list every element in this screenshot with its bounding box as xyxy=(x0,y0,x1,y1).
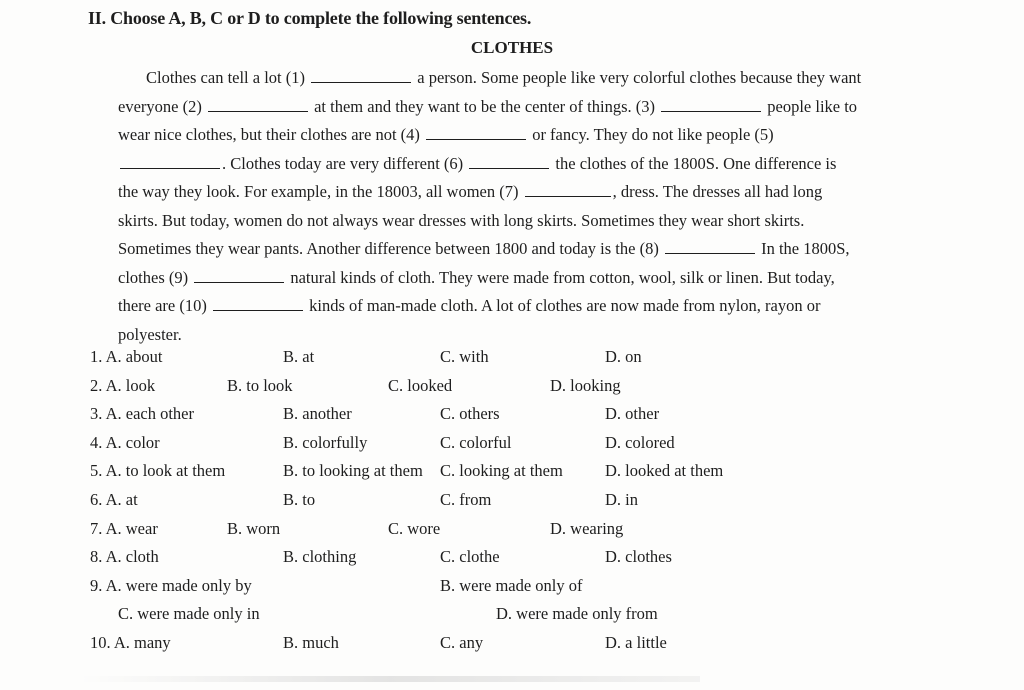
passage-text-span: . Clothes today are very different (6) xyxy=(222,153,468,173)
question-options-row xyxy=(0,572,1024,601)
answer-option[interactable]: D. looked at them xyxy=(605,461,724,481)
answer-option[interactable]: D. looking xyxy=(550,375,621,395)
answer-option[interactable]: C. colorful xyxy=(440,432,512,452)
answer-blank[interactable] xyxy=(426,123,526,140)
passage-line xyxy=(118,235,948,264)
answer-option[interactable]: 4. A. color xyxy=(90,432,160,452)
question-options-row xyxy=(0,400,1024,429)
answer-option[interactable]: 9. A. were made only by xyxy=(90,575,252,595)
answer-blank[interactable] xyxy=(665,237,755,254)
passage-line xyxy=(118,93,948,122)
passage-text-span: a person. Some people like very colorful clothes because they want xyxy=(413,68,862,87)
answer-option[interactable]: 7. A. wear xyxy=(90,518,158,538)
section-heading: II. Choose A, B, C or D to complete the following sentences. xyxy=(88,8,532,28)
passage-text-span: In the 1800S, xyxy=(756,239,850,258)
passage-text-span: , dress. The dresses all had long xyxy=(612,182,823,201)
answer-blank[interactable] xyxy=(469,152,549,169)
answer-option[interactable]: D. a little xyxy=(605,632,667,652)
question-options-row xyxy=(0,372,1024,401)
answer-option[interactable]: B. another xyxy=(283,404,352,424)
question-options-row xyxy=(0,600,1024,629)
answer-option[interactable]: D. clothes xyxy=(605,547,672,567)
passage-text-span: polyester. xyxy=(118,324,182,344)
answer-blank[interactable] xyxy=(311,66,411,83)
question-options-row xyxy=(0,486,1024,515)
passage-text-span: the way they look. For example, in the 18003, all women (7) xyxy=(118,182,523,201)
answer-option[interactable]: D. on xyxy=(605,347,642,366)
question-options-row xyxy=(0,515,1024,544)
passage-text-span: kinds of man-made cloth. A lot of clothes are now made from nylon, rayon or xyxy=(304,296,821,315)
passage-text-span: clothes (9) xyxy=(118,267,193,287)
answer-blank[interactable] xyxy=(194,266,284,283)
passage-text-span: everyone (2) xyxy=(118,96,206,116)
passage-line xyxy=(118,64,948,93)
passage-text-span: there are (10) xyxy=(118,296,211,315)
question-options-row xyxy=(0,629,1024,658)
answer-option[interactable]: B. at xyxy=(283,347,315,366)
answer-blank[interactable] xyxy=(661,95,761,112)
scan-smudge xyxy=(80,676,700,682)
passage-text-span: at them and they want to be the center of things. (3) xyxy=(309,96,660,116)
passage-line xyxy=(118,264,948,293)
passage-text-span: natural kinds of cloth. They were made from cotton, wool, silk or linen. But today, xyxy=(286,267,835,287)
answer-option[interactable]: C. with xyxy=(440,347,489,366)
answer-option[interactable]: C. others xyxy=(440,404,500,424)
answer-option[interactable]: C. from xyxy=(440,489,492,509)
passage-text-span: the clothes of the 1800S. One difference is xyxy=(551,153,837,173)
answer-option[interactable]: D. were made only from xyxy=(496,604,658,624)
answer-option[interactable]: C. looking at them xyxy=(440,461,563,481)
answer-option[interactable]: B. were made only of xyxy=(440,575,583,595)
answer-blank[interactable] xyxy=(208,95,308,112)
passage-text-span: wear nice clothes, but their clothes are not (4) xyxy=(118,125,425,144)
answer-option[interactable]: 10. A. many xyxy=(90,632,171,652)
passage-text-span: skirts. But today, women do not always wear dresses with long skirts. Sometimes they wear short skirts. xyxy=(118,210,805,230)
question-options-row xyxy=(0,429,1024,458)
answer-option[interactable]: C. clothe xyxy=(440,547,500,567)
answer-options xyxy=(0,343,1024,658)
passage-line xyxy=(118,150,948,179)
passage-line xyxy=(118,292,948,321)
answer-option[interactable]: B. to look xyxy=(227,375,293,395)
answer-option[interactable]: C. were made only in xyxy=(118,604,260,624)
answer-option[interactable]: D. other xyxy=(605,404,660,424)
passage-text xyxy=(118,64,948,349)
answer-option[interactable]: B. to xyxy=(283,489,316,509)
answer-option[interactable]: B. clothing xyxy=(283,547,357,567)
answer-option[interactable]: B. much xyxy=(283,632,339,652)
question-options-row xyxy=(0,543,1024,572)
passage-line xyxy=(118,207,948,236)
answer-option[interactable]: 1. A. about xyxy=(90,347,163,366)
answer-blank[interactable] xyxy=(213,294,303,311)
answer-option[interactable]: C. looked xyxy=(388,375,453,395)
passage-text-span: or fancy. They do not like people (5) xyxy=(528,125,774,144)
answer-option[interactable]: D. colored xyxy=(605,432,675,452)
answer-option[interactable]: 3. A. each other xyxy=(90,404,195,424)
passage-text-span: Sometimes they wear pants. Another difference between 1800 and today is the (8) xyxy=(118,239,663,258)
passage-line xyxy=(118,121,948,150)
answer-option[interactable]: 5. A. to look at them xyxy=(90,461,226,481)
answer-option[interactable]: 2. A. look xyxy=(90,375,156,395)
answer-blank[interactable] xyxy=(120,152,220,169)
question-options-row xyxy=(0,457,1024,486)
answer-option[interactable]: B. worn xyxy=(227,518,281,538)
answer-blank[interactable] xyxy=(525,180,611,197)
answer-option[interactable]: D. in xyxy=(605,489,638,509)
question-options-row xyxy=(0,343,1024,372)
passage-title: CLOTHES xyxy=(470,38,554,57)
answer-option[interactable]: B. to looking at them xyxy=(283,461,423,481)
answer-option[interactable]: D. wearing xyxy=(550,518,624,538)
passage-line xyxy=(118,178,948,207)
answer-option[interactable]: 6. A. at xyxy=(90,489,138,509)
answer-option[interactable]: C. any xyxy=(440,632,484,652)
passage-text-span: people like to xyxy=(763,96,858,116)
answer-option[interactable]: 8. A. cloth xyxy=(90,547,159,567)
passage-text-span: Clothes can tell a lot (1) xyxy=(146,68,310,87)
answer-option[interactable]: B. colorfully xyxy=(283,432,368,452)
answer-option[interactable]: C. wore xyxy=(388,518,441,538)
